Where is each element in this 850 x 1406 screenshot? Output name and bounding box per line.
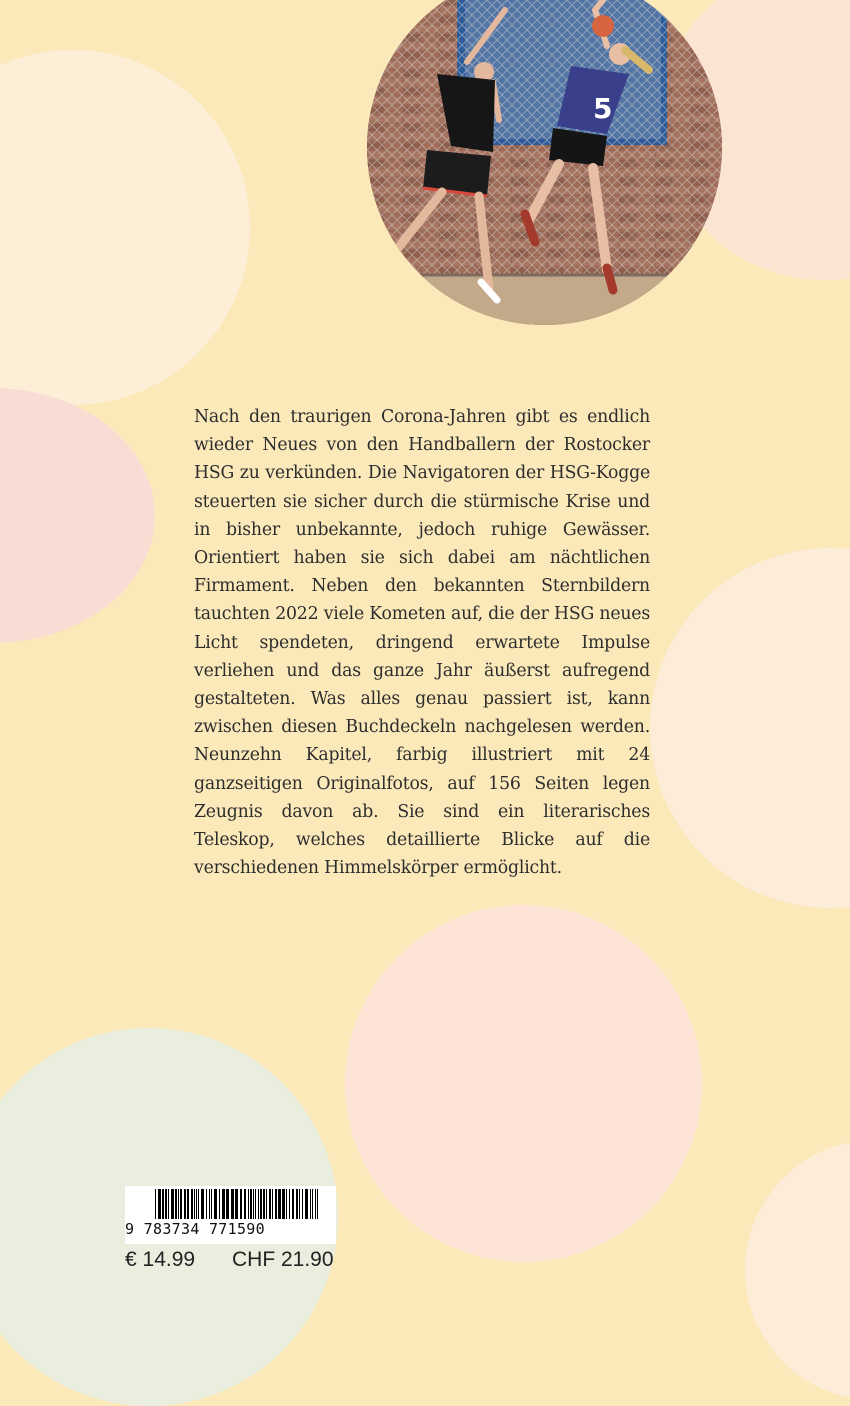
barcode-bar	[255, 1189, 256, 1219]
barcode-bar	[310, 1189, 311, 1219]
handball-ball	[592, 15, 614, 37]
barcode-bar	[240, 1189, 242, 1219]
barcode-bar	[171, 1189, 174, 1219]
barcode-bar	[201, 1189, 204, 1219]
barcode-bar	[191, 1189, 193, 1219]
barcode-bar	[226, 1189, 229, 1219]
barcode-bar	[305, 1189, 308, 1219]
barcode-bar	[165, 1189, 167, 1219]
barcode-bar	[187, 1189, 189, 1219]
barcode-bar	[158, 1189, 161, 1219]
barcode-bar	[162, 1189, 164, 1219]
barcode-bar	[184, 1189, 186, 1219]
price-eur: € 14.99	[125, 1248, 196, 1271]
barcode-bar	[263, 1189, 265, 1219]
jersey-number: 5	[593, 92, 613, 125]
decor-circle-cream-right	[650, 548, 850, 908]
barcode-bar	[269, 1189, 271, 1219]
barcode-bar	[289, 1189, 290, 1219]
barcode-bar	[235, 1189, 238, 1219]
decor-circle-cream	[0, 50, 250, 405]
barcode-bar	[278, 1189, 281, 1219]
barcode-bar	[282, 1189, 285, 1219]
decor-circle-rose	[345, 905, 702, 1262]
barcode-bar	[180, 1189, 182, 1219]
barcode-bars	[155, 1189, 325, 1219]
back-cover-blurb: Nach den traurigen Corona-Jahren gibt es endlich wieder Neues von den Handballern der Rostocker HSG zu verkünden. Die Navigatoren der HSG-Kogge steuerten sie sicher durch die stürmische Krise und in bisher unbekannte, jedoch ruhige Gewässer. Orientiert haben sie sich dabei am nächtlichen Firmament. Neben den bekannten Sternbildern tauchten 2022 viele Kometen auf, die der HSG neues Licht spendeten, dringend erwartete Impulse verliehen und das ganze Jahr äußerst aufregend gestalteten. Was alles genau passiert ist, kann zwischen diesen Buchdeckeln nachgelesen werden. Neunzehn Kapitel, farbig illustriert mit 24 ganzseitigen Originalfotos, auf 156 Seiten legen Zeugnis davon ab. Sie sind ein literarisches Teleskop, welches detaillierte Blicke auf die verschiedenen Himmelskörper ermöglicht.	[194, 407, 650, 879]
barcode-bar	[244, 1189, 246, 1219]
handball-photo-illustration	[367, 0, 722, 325]
price-chf: CHF 21.90	[232, 1248, 334, 1271]
barcode-bar	[206, 1189, 207, 1219]
barcode-bar	[231, 1189, 234, 1219]
barcode-bar	[317, 1189, 318, 1219]
barcode-bar	[175, 1189, 177, 1219]
barcode-bar	[194, 1189, 195, 1219]
barcode-bar	[214, 1189, 217, 1219]
barcode-bar	[299, 1189, 300, 1219]
barcode-bar	[275, 1189, 277, 1219]
barcode-bar	[248, 1189, 249, 1219]
barcode-bar	[250, 1189, 252, 1219]
barcode-bar	[209, 1189, 210, 1219]
isbn-number: 9 783734 771590	[125, 1220, 265, 1238]
barcode-bar	[198, 1189, 199, 1219]
barcode-bar	[178, 1189, 179, 1219]
barcode-bar	[315, 1189, 316, 1219]
barcode-bar	[260, 1189, 262, 1219]
barcode-bar	[286, 1189, 287, 1219]
barcode-bar	[296, 1189, 298, 1219]
barcode-bar	[168, 1189, 169, 1219]
barcode-bar	[266, 1189, 267, 1219]
barcode-bar	[258, 1189, 259, 1219]
barcode-bar	[302, 1189, 303, 1219]
barcode-bar	[272, 1189, 273, 1219]
barcode-bar	[312, 1189, 313, 1219]
barcode-bar	[196, 1189, 197, 1219]
barcode-bar	[211, 1189, 212, 1219]
barcode-bar	[222, 1189, 225, 1219]
barcode-bar	[292, 1189, 294, 1219]
decor-circle-cream-bottom	[745, 1140, 850, 1400]
barcode-bar	[219, 1189, 220, 1219]
handball-photo	[367, 0, 722, 325]
barcode-bar	[253, 1189, 254, 1219]
decor-circle-pink	[0, 388, 155, 643]
barcode-bar	[155, 1189, 156, 1219]
isbn-barcode	[125, 1186, 336, 1244]
